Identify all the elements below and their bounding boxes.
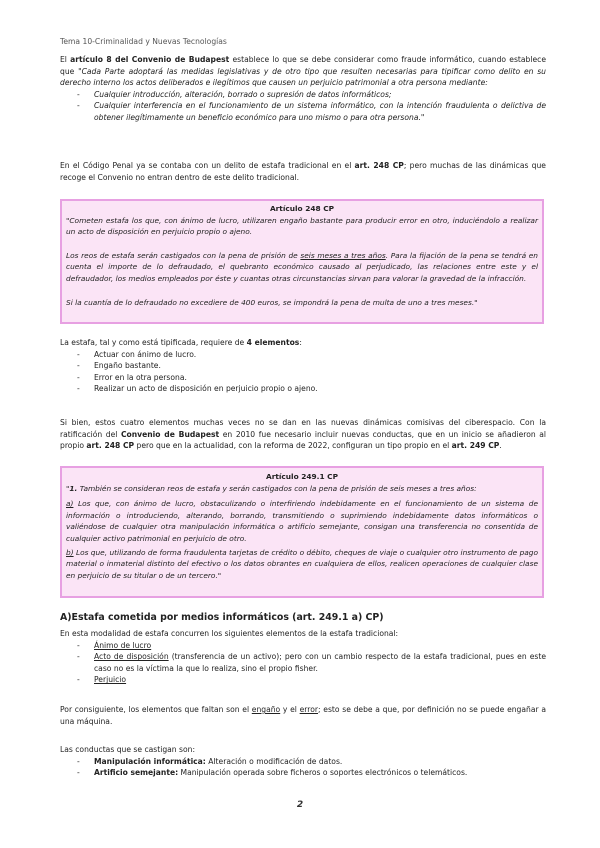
paragraph-conductas: Las conductas que se castigan son: - Manipulación informática: Alteración o modificación de datos. - Artificio semejante: Manipulación operada sobre ficheros o soportes electrónicos o telemáticos. bbox=[60, 744, 546, 779]
list-item: - Acto de disposición (transferencia de un activo); pero con un cambio respecto de la estafa tradicional, pues en este caso no es la víctima la que lo realiza, sino el propio fisher. bbox=[60, 651, 546, 674]
list-item: - Manipulación informática: Alteración o modificación de datos. bbox=[60, 756, 546, 768]
box-paragraph: "Cometen estafa los que, con ánimo de lucro, utilizaren engaño bastante para producir error en otro, induciéndolo a realizar un acto de disposición en perjuicio propio o ajeno. bbox=[66, 215, 538, 237]
modalidad-list bbox=[60, 640, 546, 686]
quote-text: "Cada Parte adoptará las medidas legislativas y de otro tipo que resulten necesarias para tipificar como delito en su derecho interno los actos deliberados e ilegítimos que causen un perjuicio patrimonial a otra persona mediante: bbox=[60, 66, 546, 88]
box-title: Artículo 248 CP bbox=[269, 204, 335, 213]
running-header: Tema 10-Criminalidad y Nuevas Tecnologías bbox=[60, 37, 227, 46]
list-item: - Error en la otra persona. bbox=[60, 372, 546, 384]
text: El bbox=[60, 55, 71, 64]
list-item: - Realizar un acto de disposición en perjuicio propio o ajeno. bbox=[60, 383, 546, 395]
paragraph-elementos: La estafa, tal y como está tipificada, requiere de 4 elementos: - Actuar con ánimo de lucro. - Engaño bastante. - Error en la otra persona. - Realizar un acto de disposición en perjuicio propio o ajeno. bbox=[60, 337, 546, 395]
paragraph-modalidad: En esta modalidad de estafa concurren los siguientes elementos de la estafa tradicional: - Ánimo de lucro - Acto de disposición (transferencia de un activo); pero con un cambio respecto de la estafa tradicional, pues en este caso no es la víctima la que lo realiza, sino el propio fisher. - Perjuicio bbox=[60, 628, 546, 686]
article-249-box bbox=[60, 466, 544, 598]
elementos-list bbox=[60, 349, 546, 395]
paragraph-codigo-penal: En el Código Penal ya se contaba con un delito de estafa tradicional en el art. 248 CP; pero muchas de las dinámicas que recoge el Convenio no entran dentro de este delito tradicional. bbox=[60, 161, 546, 182]
bold-text: artículo 8 del Convenio de Budapest bbox=[70, 55, 230, 64]
section-heading: A)Estafa cometida por medios informáticos (art. 249.1 a) CP) bbox=[60, 612, 384, 623]
box-paragraph: b) Los que, utilizando de forma fraudulenta tarjetas de crédito o débito, cheques de viaje o cualquier otro instrumento de pago material o inmaterial distinto del efectivo o los datos obrantes en cualquiera de ellos, realicen operaciones de cualquier clase en perjuicio de su titular o de un tercero." bbox=[66, 547, 538, 580]
paragraph-convenio bbox=[60, 54, 546, 124]
list-item: - Engaño bastante. bbox=[60, 360, 546, 372]
list-item: - Ánimo de lucro bbox=[60, 640, 546, 652]
list-item: - Artificio semejante: Manipulación operada sobre ficheros o soportes electrónicos o telemáticos. bbox=[60, 767, 546, 779]
box-paragraph: Si la cuantía de lo defraudado no excediere de 400 euros, se impondrá la pena de multa de uno a tres meses." bbox=[66, 297, 478, 307]
box-paragraph: Los reos de estafa serán castigados con la pena de prisión de seis meses a tres años. Para la fijación de la pena se tendrá en cuenta el importe de lo defraudado, el quebranto económico causado al perjudicado, las relaciones entre este y el defraudador, los medios empleados por éste y cuantas otras circunstancias sirvan para valorar la gravedad de la infracción. bbox=[66, 250, 538, 283]
convenio-list bbox=[60, 89, 546, 124]
list-item: - Perjuicio bbox=[60, 674, 546, 686]
article-248-box bbox=[60, 199, 544, 324]
list-item: - Actuar con ánimo de lucro. bbox=[60, 349, 546, 361]
box-paragraph: "1. También se consideran reos de estafa y serán castigados con la pena de prisión de seis meses a tres años: bbox=[66, 483, 477, 493]
list-item: - Cualquier interferencia en el funcionamiento de un sistema informático, con la intención fraudulenta o delictiva de obtener ilegítimamente un beneficio económico para uno mismo o para otra persona." bbox=[60, 100, 546, 123]
box-paragraph: a) Los que, con ánimo de lucro, obstaculizando o interfiriendo indebidamente en el funcionamiento de un sistema de información o introduciendo, alterando, borrando, transmitiendo o suprimiendo indebidamente datos informáticos o valiéndose de cualquier otra manipulación informática o artificio semejante, consigan una transferencia no consentida de cualquier activo patrimonial en perjuicio de otro. bbox=[66, 499, 538, 543]
box-title: Artículo 249.1 CP bbox=[265, 472, 339, 481]
page-number: 2 bbox=[296, 800, 304, 810]
paragraph-ciberespacio: Si bien, estos cuatro elementos muchas veces no se dan en las nuevas dinámicas comisivas del ciberespacio. Con la ratificación del Convenio de Budapest en 2010 fue necesario incluir nuevas conductas, que en un inicio se añadieron al propio art. 248 CP pero que en la actualidad, con la reforma de 2022, configuran un tipo propio en el art. 249 CP. bbox=[60, 418, 546, 451]
text: establece lo que se debe considerar como fraude informático, cuando establece que bbox=[60, 55, 547, 76]
paragraph-consiguiente: Por consiguiente, los elementos que faltan son el engaño y el error; esto se debe a que, por definición no se puede engañar a una máquina. bbox=[60, 705, 546, 726]
list-item: - Cualquier introducción, alteración, borrado o supresión de datos informáticos; bbox=[60, 89, 546, 101]
conductas-list bbox=[60, 756, 546, 779]
